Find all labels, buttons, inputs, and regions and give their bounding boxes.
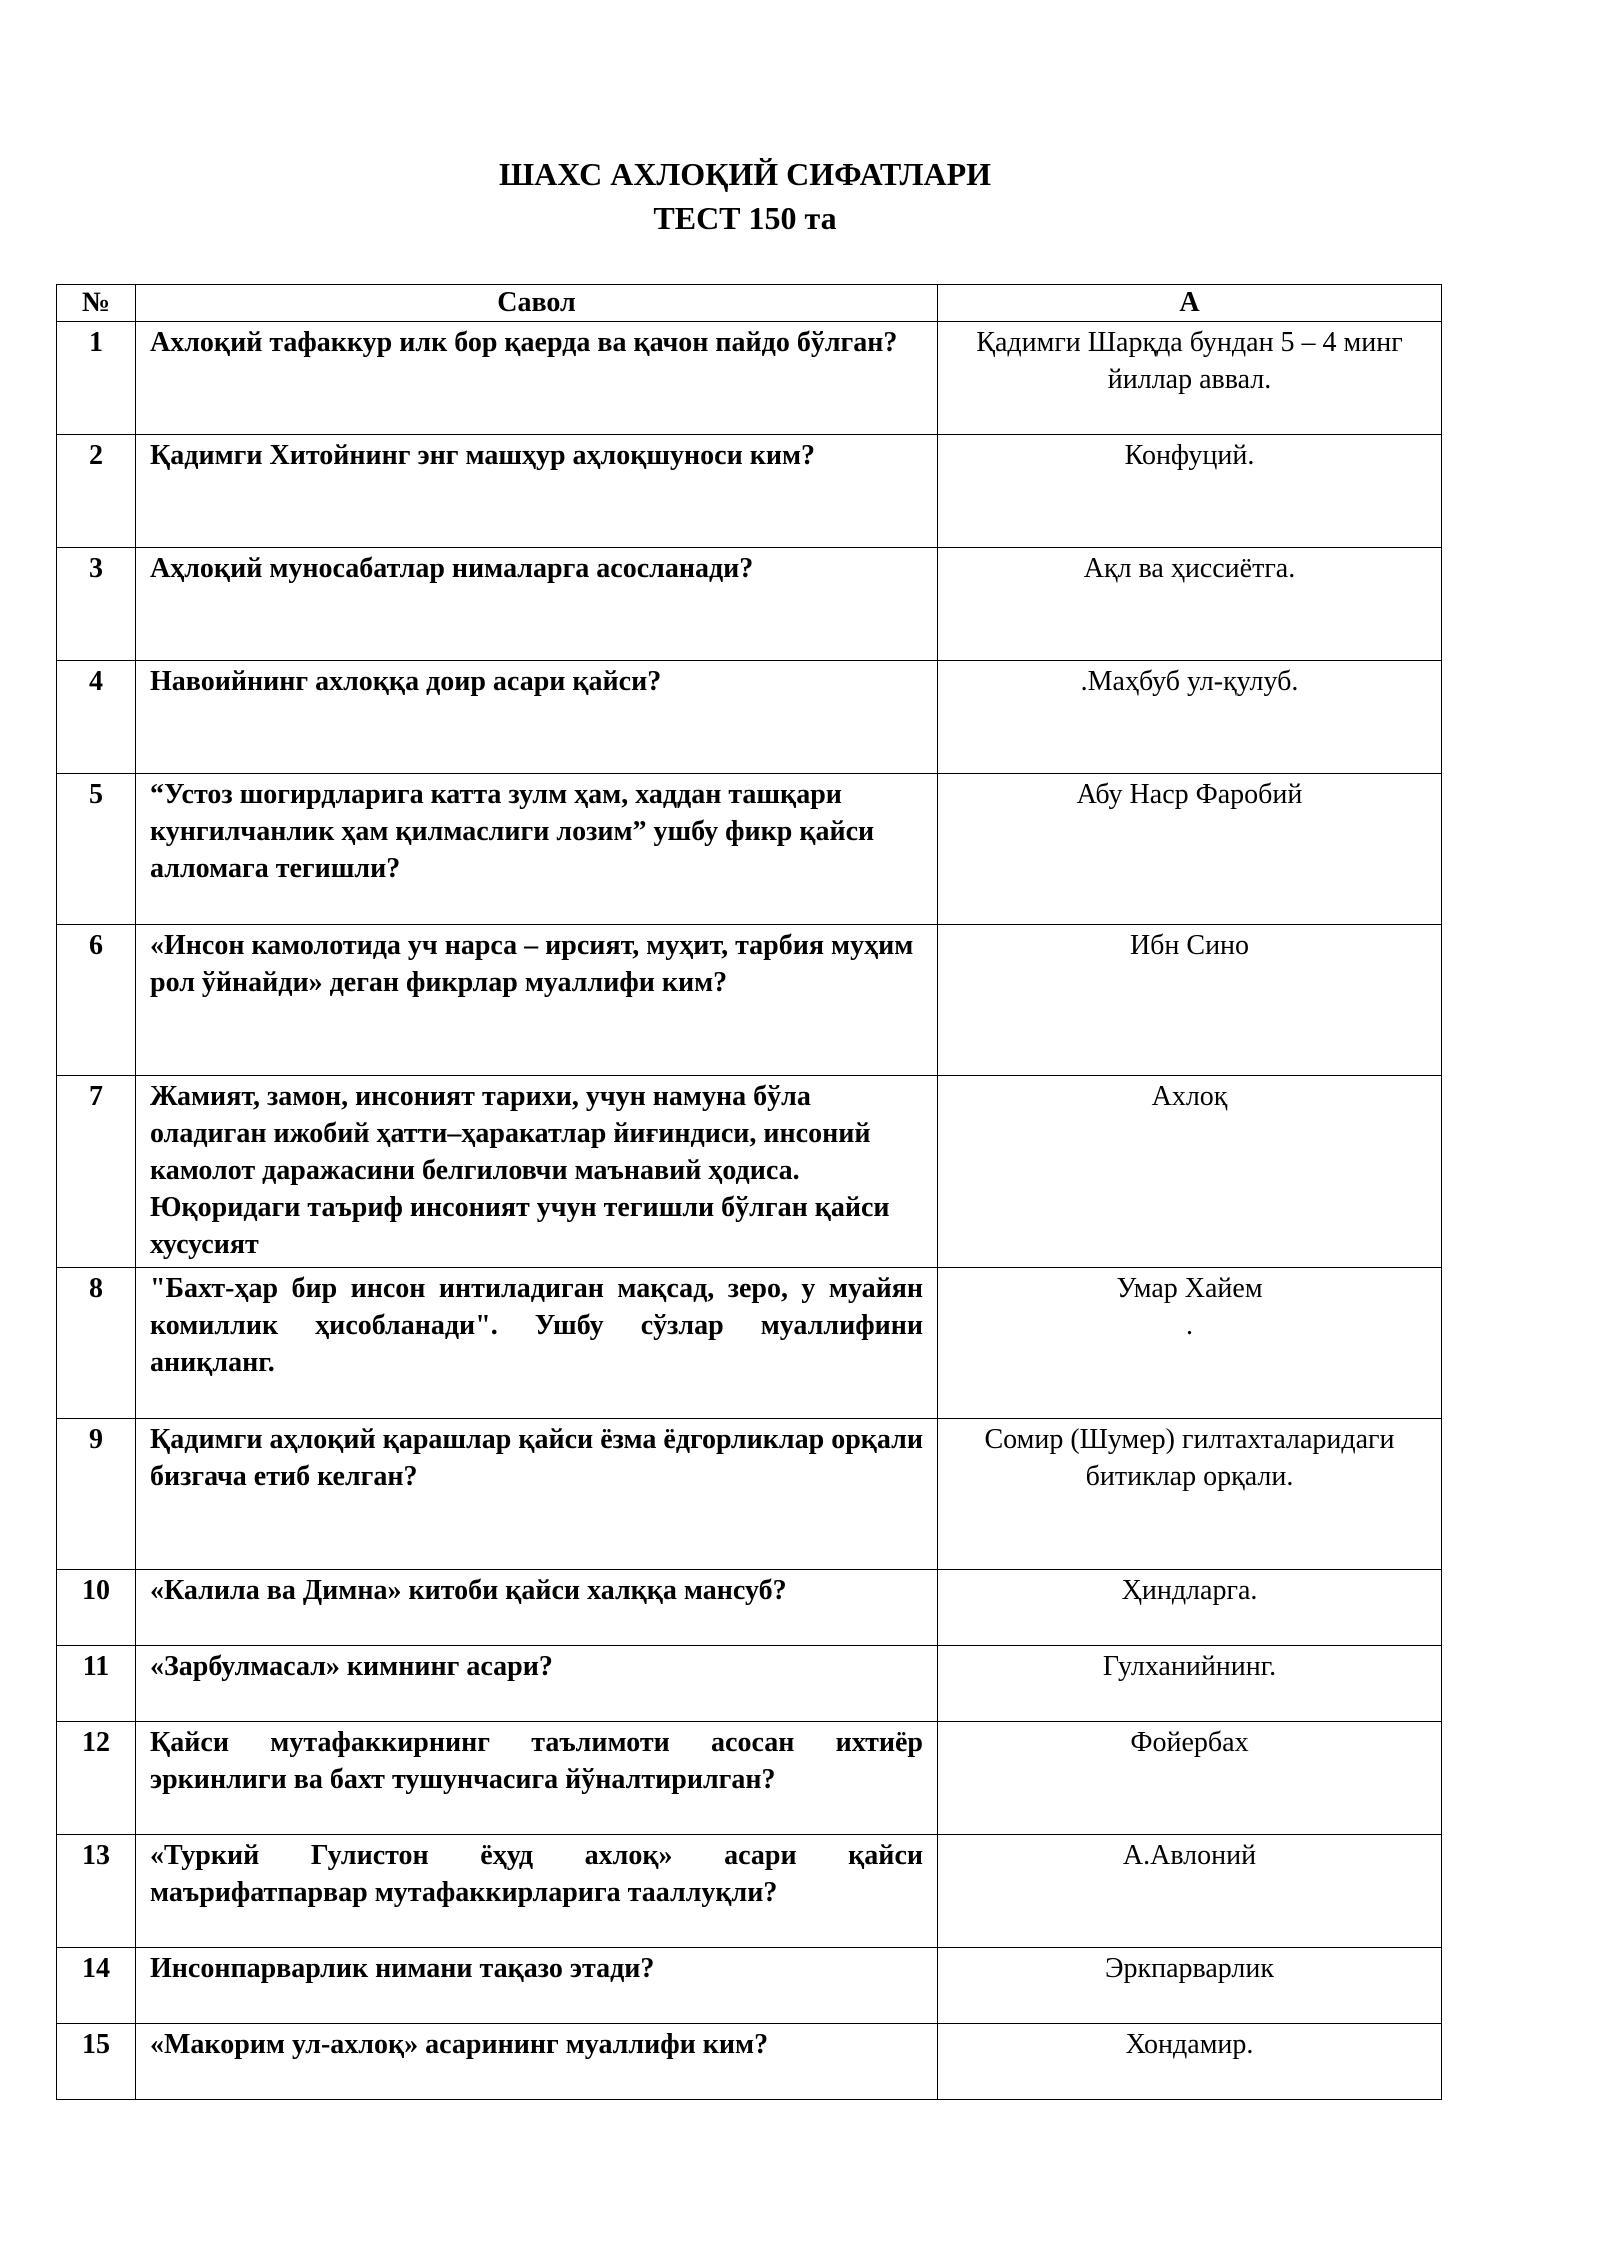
table-row xyxy=(57,548,1442,661)
row-number: 2 xyxy=(57,435,136,548)
row-question: Қадимги аҳлоқий қарашлар қайси ёзма ёдгорликлар орқали бизгача етиб келган? xyxy=(136,1419,938,1570)
table-row xyxy=(57,1268,1442,1419)
table-row xyxy=(57,1570,1442,1646)
row-number: 10 xyxy=(57,1570,136,1646)
row-number: 14 xyxy=(57,1948,136,2024)
table-row xyxy=(57,435,1442,548)
table-header-row xyxy=(57,285,1442,322)
row-question: Навоийнинг ахлоққа доир асари қайси? xyxy=(136,661,938,774)
table-row xyxy=(57,1835,1442,1948)
row-answer: Ҳиндларга. xyxy=(938,1570,1442,1646)
row-question: «Макорим ул-ахлоқ» асарининг муаллифи ким? xyxy=(136,2024,938,2100)
table-row xyxy=(57,1722,1442,1835)
table-row xyxy=(57,774,1442,925)
row-number: 12 xyxy=(57,1722,136,1835)
row-answer: А.Авлоний xyxy=(938,1835,1442,1948)
row-question: Аҳлоқий муносабатлар нималарга асосланади? xyxy=(136,548,938,661)
row-number: 7 xyxy=(57,1076,136,1268)
row-number: 9 xyxy=(57,1419,136,1570)
row-answer-cell xyxy=(938,1268,1442,1419)
row-number: 6 xyxy=(57,925,136,1076)
row-number: 11 xyxy=(57,1646,136,1722)
row-number: 13 xyxy=(57,1835,136,1948)
row-answer: Ахлоқ xyxy=(938,1076,1442,1268)
table-row xyxy=(57,1646,1442,1722)
row-question: «Зарбулмасал» кимнинг асари? xyxy=(136,1646,938,1722)
row-question: "Бахт-ҳар бир инсон интиладиган мақсад, зеро, у муайян комиллик ҳисобланади". Ушбу сўзлар муаллифини аниқланг. xyxy=(136,1268,938,1419)
row-question: Жамият, замон, инсоният тарихи, учун намуна бўла оладиган ижобий ҳатти–ҳаракатлар йиғиндиси, инсоний камолот даражасини белгиловчи маънавий ҳодиса. Юқоридаги таъриф инсоният учун тегишли бўлган қайси хусусият xyxy=(136,1076,938,1268)
row-answer: Умар Хайем xyxy=(1116,1273,1263,1304)
table-row xyxy=(57,1076,1442,1268)
row-answer: Эркпарварлик xyxy=(938,1948,1442,2024)
document-subtitle: ТЕСТ 150 та xyxy=(653,200,837,236)
row-answer-extra: . xyxy=(1186,1310,1193,1341)
header-answer: A xyxy=(938,285,1442,322)
row-question: «Калила ва Димна» китоби қайси халққа мансуб? xyxy=(136,1570,938,1646)
row-answer: Ақл ва ҳиссиётга. xyxy=(938,548,1442,661)
row-number: 4 xyxy=(57,661,136,774)
row-answer: Фойербах xyxy=(938,1722,1442,1835)
table-row xyxy=(57,925,1442,1076)
row-answer: Ибн Сино xyxy=(938,925,1442,1076)
table-row xyxy=(57,1419,1442,1570)
row-question: «Туркий Гулистон ёҳуд ахлоқ» асари қайси маърифатпарвар мутафаккирларига тааллуқли? xyxy=(136,1835,938,1948)
row-answer: Конфуций. xyxy=(938,435,1442,548)
header-number: № xyxy=(57,285,136,322)
table-row xyxy=(57,1948,1442,2024)
row-question: Инсонпарварлик нимани тақазо этади? xyxy=(136,1948,938,2024)
row-answer: Абу Наср Фаробий xyxy=(938,774,1442,925)
header-question: Савол xyxy=(136,285,938,322)
row-question: Ахлоқий тафаккур илк бор қаерда ва қачон пайдо бўлган? xyxy=(136,322,938,435)
row-answer: Хондамир. xyxy=(938,2024,1442,2100)
row-number: 8 xyxy=(57,1268,136,1419)
table-row xyxy=(57,322,1442,435)
row-question: “Устоз шогирдларига катта зулм ҳам, хаддан ташқари кунгилчанлик ҳам қилмаслиги лозим” ушбу фикр қайси алломага тегишли? xyxy=(136,774,938,925)
row-answer: .Маҳбуб ул-қулуб. xyxy=(938,661,1442,774)
document-title-block xyxy=(0,152,1490,240)
row-question: «Инсон камолотида уч нарса – ирсият, муҳит, тарбия муҳим рол ўйнайди» деган фикрлар муаллифи ким? xyxy=(136,925,938,1076)
row-question: Қадимги Хитойнинг энг машҳур аҳлоқшуноси ким? xyxy=(136,435,938,548)
row-answer: Қадимги Шарқда бундан 5 – 4 минг йиллар аввал. xyxy=(938,322,1442,435)
row-question: Қайси мутафаккирнинг таълимоти асосан ихтиёр эркинлиги ва бахт тушунчасига йўналтирилган? xyxy=(136,1722,938,1835)
table-row xyxy=(57,2024,1442,2100)
row-number: 1 xyxy=(57,322,136,435)
row-number: 3 xyxy=(57,548,136,661)
row-number: 5 xyxy=(57,774,136,925)
row-answer: Сомир (Шумер) гилтахталаридаги битиклар орқали. xyxy=(938,1419,1442,1570)
row-number: 15 xyxy=(57,2024,136,2100)
table-row xyxy=(57,661,1442,774)
document-title: ШАХС АХЛОҚИЙ СИФАТЛАРИ xyxy=(498,156,992,192)
quiz-table xyxy=(56,284,1442,2100)
row-answer: Гулханийнинг. xyxy=(938,1646,1442,1722)
